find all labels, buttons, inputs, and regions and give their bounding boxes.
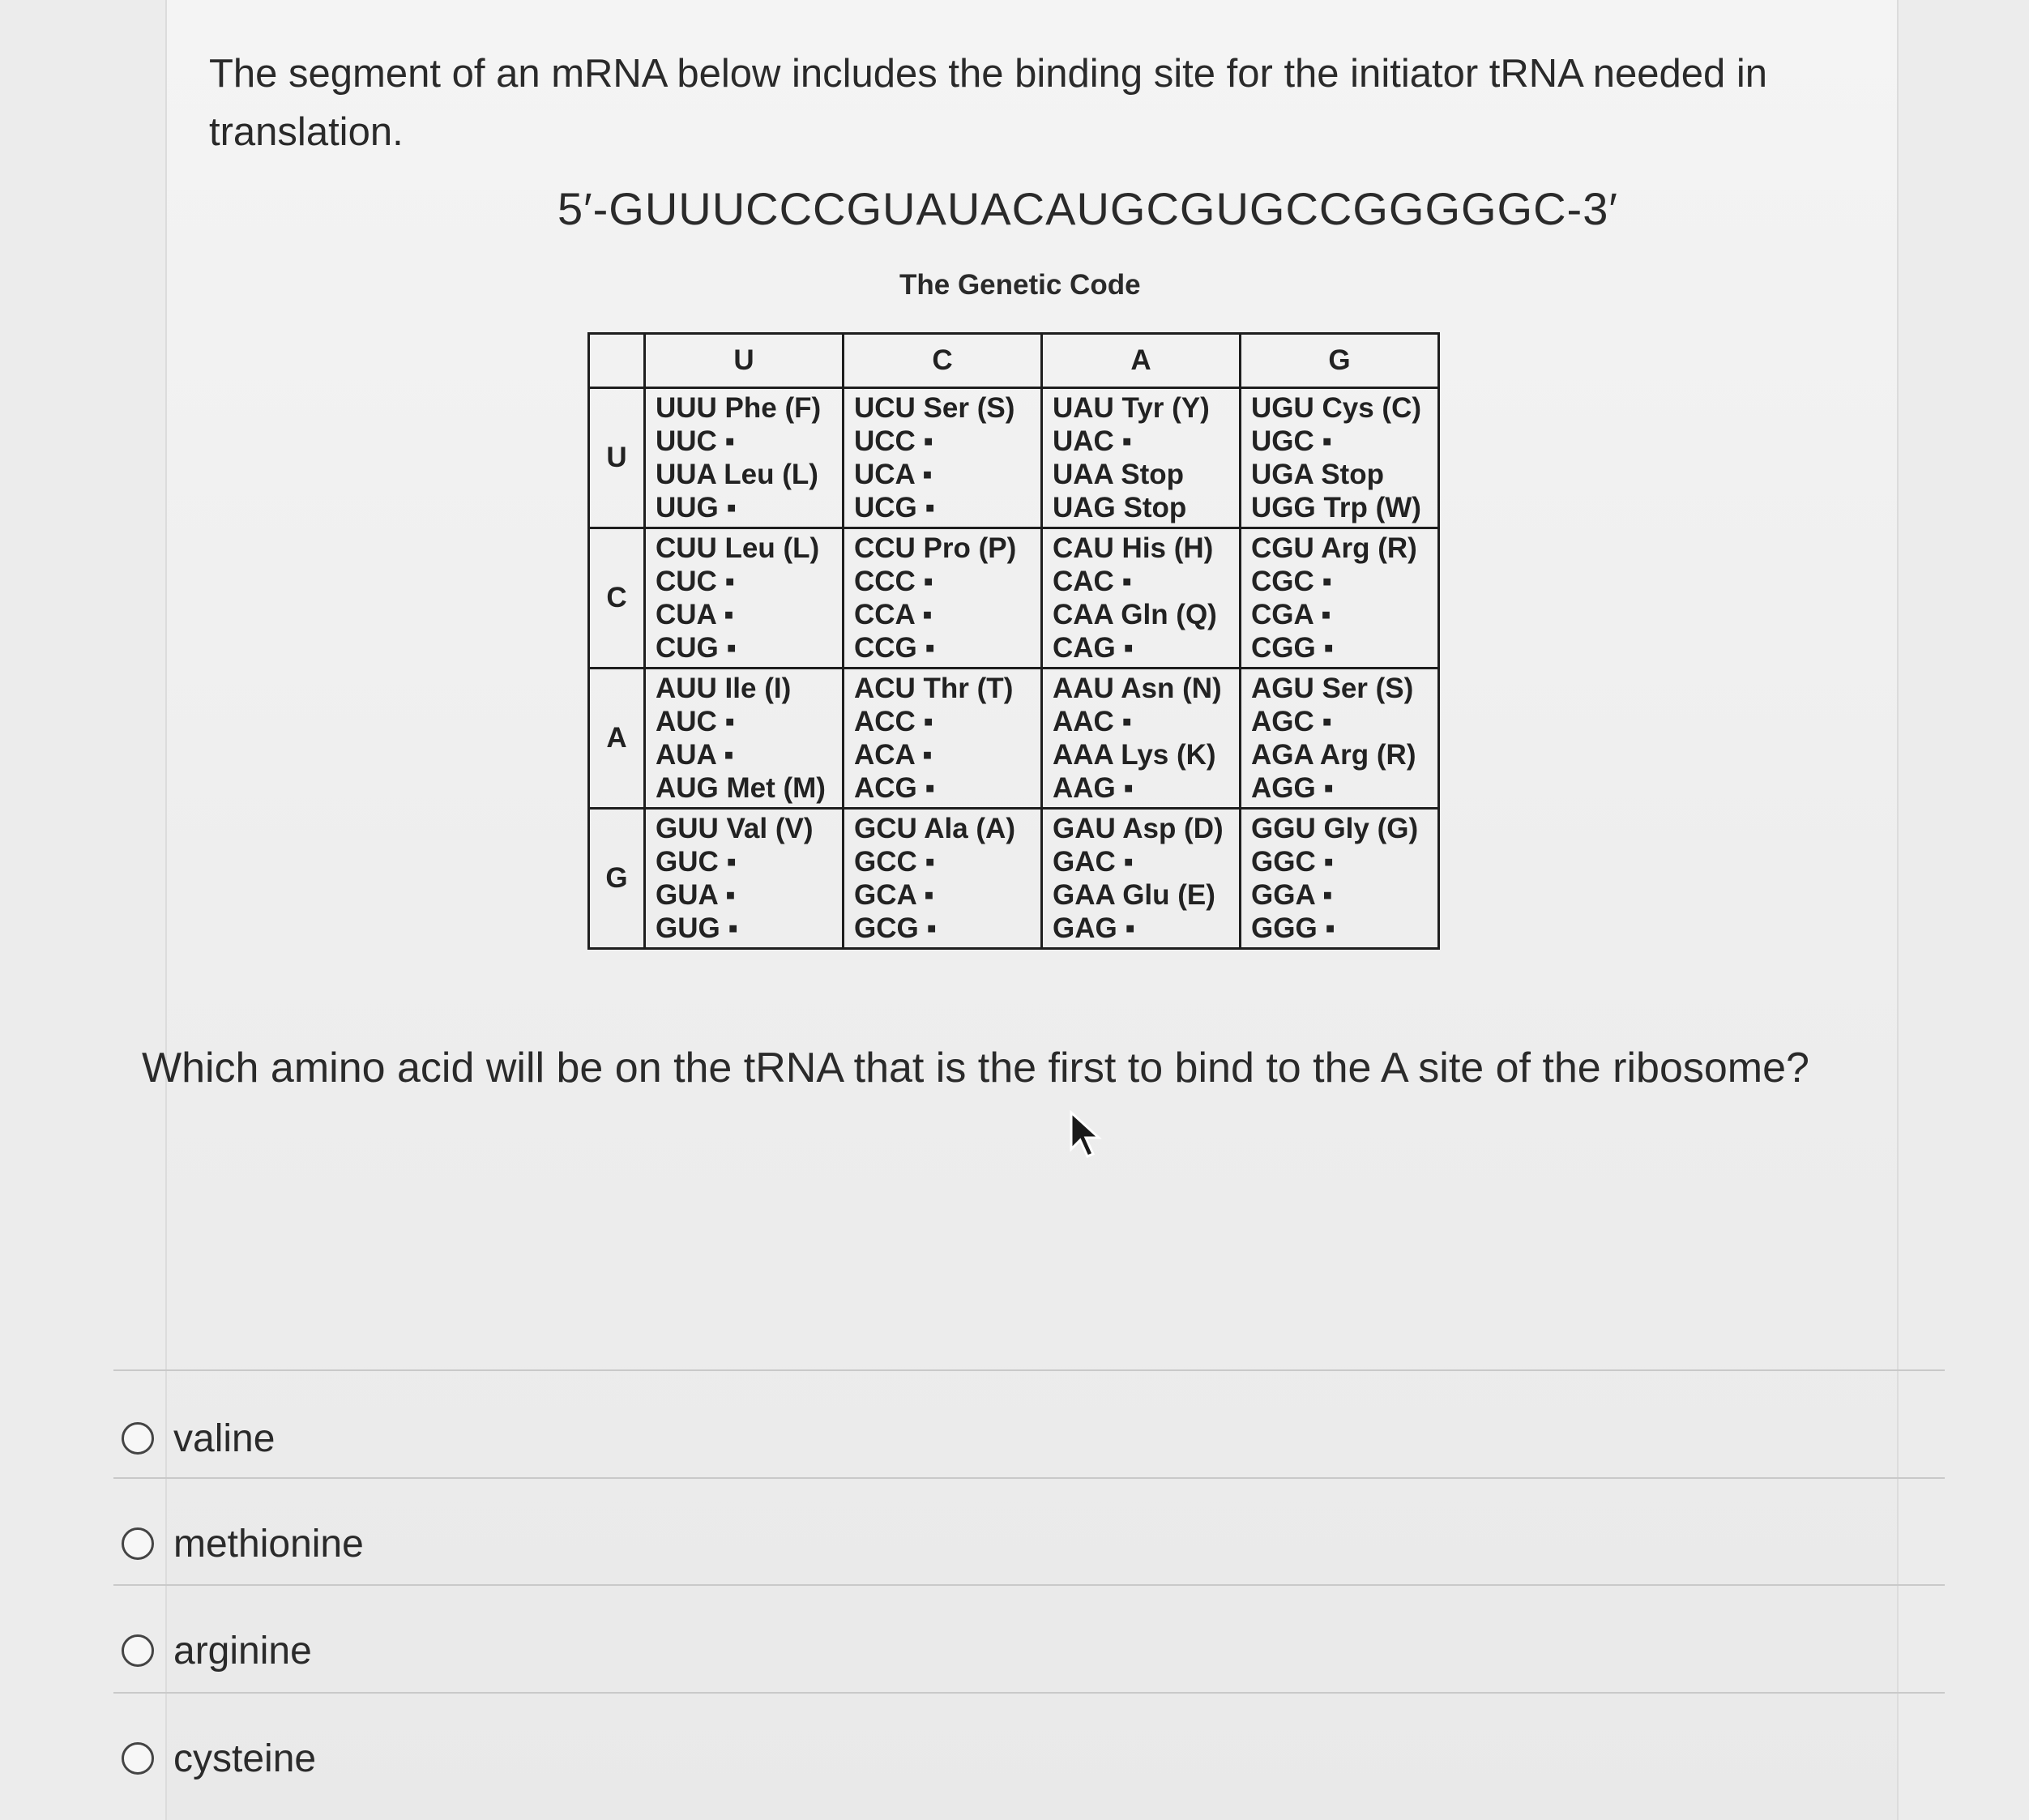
codon-entry: ACA ▪ xyxy=(854,739,933,771)
table-header-row xyxy=(589,334,1439,388)
option-valine[interactable] xyxy=(122,1406,275,1471)
codon-entry: CUC ▪ xyxy=(656,566,735,597)
codon-cell xyxy=(1042,528,1241,669)
column-header: U xyxy=(645,334,844,388)
mrna-sequence: 5′-GUUUCCCGUAUACAUGCGUGCCGGGGGC-3′ xyxy=(557,183,1618,234)
option-arginine[interactable] xyxy=(122,1618,312,1683)
option-label: methionine xyxy=(173,1522,364,1566)
codon-cell xyxy=(1241,809,1439,949)
option-cysteine[interactable] xyxy=(122,1726,316,1791)
codon-entry: ACC ▪ xyxy=(854,706,933,737)
radio-unselected-icon[interactable] xyxy=(122,1527,154,1560)
codon-cell xyxy=(844,669,1042,809)
option-label: arginine xyxy=(173,1629,312,1673)
option-label: cysteine xyxy=(173,1737,317,1780)
column-header: C xyxy=(844,334,1042,388)
codon-entry: CGG ▪ xyxy=(1251,632,1334,664)
codon-cell xyxy=(844,528,1042,669)
codon-entry: CUA ▪ xyxy=(656,599,734,630)
codon-entry: GCU Ala (A) xyxy=(854,813,1015,844)
codon-entry: GGG ▪ xyxy=(1251,912,1335,944)
codon-cell xyxy=(1042,669,1241,809)
codon-entry: AAC ▪ xyxy=(1053,706,1132,737)
codon-entry: UGC ▪ xyxy=(1251,425,1332,457)
separator-line xyxy=(113,1369,1945,1371)
codon-entry: GGC ▪ xyxy=(1251,846,1334,878)
codon-entry: GUC ▪ xyxy=(656,846,737,878)
codon-entry: AUA ▪ xyxy=(656,739,734,771)
codon-entry: CCA ▪ xyxy=(854,599,933,630)
codon-cell xyxy=(844,388,1042,528)
codon-entry: CCC ▪ xyxy=(854,566,933,597)
codon-entry: GAA Glu (E) xyxy=(1053,879,1215,911)
row-header: A xyxy=(589,669,645,809)
separator-line xyxy=(113,1477,1945,1479)
codon-entry: CAG ▪ xyxy=(1053,632,1134,664)
prompt-text: Which amino acid will be on the tRNA that is the first to bind to the A site of the ribosome? xyxy=(142,1045,1809,1092)
option-methionine[interactable] xyxy=(122,1511,364,1576)
table-row xyxy=(589,528,1439,669)
codon-entry: AUG Met (M) xyxy=(656,772,826,804)
codon-entry: AGU Ser (S) xyxy=(1251,673,1414,704)
codon-entry: AAU Asn (N) xyxy=(1053,673,1222,704)
mouse-cursor-icon xyxy=(1068,1110,1105,1160)
codon-cell xyxy=(844,809,1042,949)
codon-entry: UAA Stop xyxy=(1053,459,1185,490)
codon-entry: AUU Ile (I) xyxy=(656,673,792,704)
codon-entry: CGC ▪ xyxy=(1251,566,1332,597)
table-row xyxy=(589,809,1439,949)
column-header: A xyxy=(1042,334,1241,388)
radio-unselected-icon[interactable] xyxy=(122,1422,154,1455)
codon-entry: ACG ▪ xyxy=(854,772,935,804)
separator-line xyxy=(113,1692,1945,1694)
codon-entry: CCU Pro (P) xyxy=(854,532,1017,564)
codon-entry: UAG Stop xyxy=(1053,492,1187,523)
row-header: G xyxy=(589,809,645,949)
codon-entry: GGU Gly (G) xyxy=(1251,813,1419,844)
question-text: The segment of an mRNA below includes the binding site for the initiator tRNA needed in translation. xyxy=(209,52,1767,154)
codon-entry: CGU Arg (R) xyxy=(1251,532,1417,564)
codon-entry: CAU His (H) xyxy=(1053,532,1214,564)
codon-entry: UUG ▪ xyxy=(656,492,737,523)
codon-entry: GUG ▪ xyxy=(656,912,738,944)
codon-entry: AAA Lys (K) xyxy=(1053,739,1216,771)
codon-cell xyxy=(1241,528,1439,669)
codon-entry: UCA ▪ xyxy=(854,459,933,490)
genetic-code-table xyxy=(587,332,1440,950)
codon-entry: CUU Leu (L) xyxy=(656,532,820,564)
codon-entry: CAC ▪ xyxy=(1053,566,1132,597)
codon-entry: CCG ▪ xyxy=(854,632,935,664)
codon-cell xyxy=(645,809,844,949)
genetic-code-title: The Genetic Code xyxy=(899,269,1141,301)
codon-entry: UUC ▪ xyxy=(656,425,735,457)
codon-entry: UGA Stop xyxy=(1251,459,1384,490)
codon-entry: GGA ▪ xyxy=(1251,879,1333,911)
row-header: U xyxy=(589,388,645,528)
table-corner-cell xyxy=(589,334,645,388)
codon-entry: AGG ▪ xyxy=(1251,772,1334,804)
option-label: valine xyxy=(173,1416,276,1460)
codon-entry: UUA Leu (L) xyxy=(656,459,818,490)
codon-entry: AUC ▪ xyxy=(656,706,735,737)
codon-entry: UCG ▪ xyxy=(854,492,935,523)
column-header: G xyxy=(1241,334,1439,388)
row-header: C xyxy=(589,528,645,669)
codon-entry: GAU Asp (D) xyxy=(1053,813,1224,844)
codon-entry: UUU Phe (F) xyxy=(656,392,822,424)
codon-entry: GCC ▪ xyxy=(854,846,935,878)
codon-cell xyxy=(1042,388,1241,528)
codon-entry: GUU Val (V) xyxy=(656,813,814,844)
table-row xyxy=(589,669,1439,809)
codon-entry: UCU Ser (S) xyxy=(854,392,1015,424)
codon-entry: UGG Trp (W) xyxy=(1251,492,1421,523)
codon-entry: UGU Cys (C) xyxy=(1251,392,1422,424)
codon-entry: AAG ▪ xyxy=(1053,772,1134,804)
codon-entry: GCA ▪ xyxy=(854,879,934,911)
codon-cell xyxy=(645,528,844,669)
codon-entry: UAC ▪ xyxy=(1053,425,1132,457)
codon-cell xyxy=(645,669,844,809)
codon-entry: CGA ▪ xyxy=(1251,599,1331,630)
codon-cell xyxy=(645,388,844,528)
table-row xyxy=(589,388,1439,528)
codon-entry: GAC ▪ xyxy=(1053,846,1134,878)
separator-line xyxy=(113,1584,1945,1586)
codon-entry: AGC ▪ xyxy=(1251,706,1332,737)
codon-entry: CUG ▪ xyxy=(656,632,737,664)
codon-entry: UAU Tyr (Y) xyxy=(1053,392,1210,424)
codon-entry: ACU Thr (T) xyxy=(854,673,1014,704)
codon-entry: UCC ▪ xyxy=(854,425,933,457)
codon-entry: AGA Arg (R) xyxy=(1251,739,1416,771)
radio-unselected-icon[interactable] xyxy=(122,1742,154,1775)
codon-cell xyxy=(1042,809,1241,949)
codon-entry: GUA ▪ xyxy=(656,879,736,911)
codon-cell xyxy=(1241,669,1439,809)
radio-unselected-icon[interactable] xyxy=(122,1634,154,1667)
codon-entry: CAA Gln (Q) xyxy=(1053,599,1217,630)
codon-cell xyxy=(1241,388,1439,528)
codon-entry: GAG ▪ xyxy=(1053,912,1135,944)
codon-entry: GCG ▪ xyxy=(854,912,937,944)
